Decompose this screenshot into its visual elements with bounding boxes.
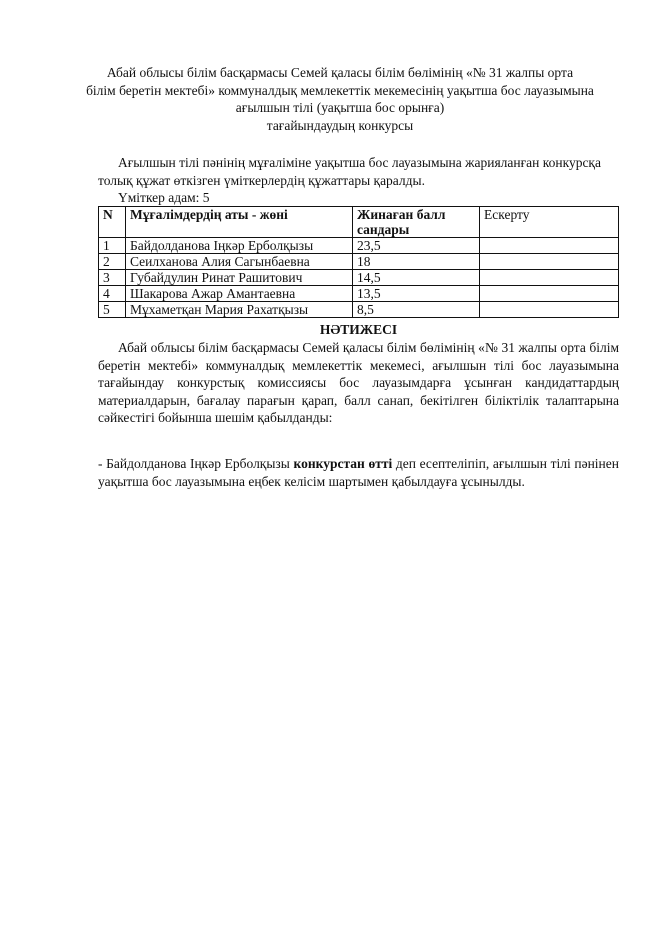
decision-prefix: - Байдолданова Іңкәр Ерболқызы — [98, 456, 294, 471]
row-name: Губайдулин Ринат Рашитович — [126, 270, 353, 286]
results-heading: НӘТИЖЕСІ — [319, 322, 398, 337]
row-note — [480, 270, 619, 286]
title-line-4: тағайындаудың конкурсы — [266, 117, 414, 133]
row-name: Шакарова Ажар Амантаевна — [126, 286, 353, 302]
table-row — [99, 302, 619, 318]
candidate-count: Үміткер адам: 5 — [118, 190, 210, 205]
column-header-name: Мұғалімдердің аты - жөні — [126, 207, 353, 238]
decision-paragraph — [98, 455, 619, 490]
decision-suffix: деп есептеліпіп, ағылшын тілі пәнінен уақытша бос лауазымына еңбек келісім шартымен қабылдауға ұсынылды. — [98, 456, 619, 489]
row-number: 5 — [99, 302, 126, 318]
results-paragraph: Абай облысы білім басқармасы Семей қаласы білім бөлімінің «№ 31 жалпы орта білім беретін мектебі» коммуналдық мемлекеттік мекемесі, ағылшын тілі бос лауазымына тағайындау конкурстық комиссиясы бос лауазымдарға ұсынған кандидаттардың материалдарын, бағалау парағын қарап, балл санап, бекітілген біліктілік талаптарына сәйкестігі бойынша шешім қабылданды: — [98, 340, 619, 425]
row-note — [480, 254, 619, 270]
row-number: 1 — [99, 238, 126, 254]
row-note — [480, 286, 619, 302]
intro-line-2: толық құжат өткізген үміткерлердің құжаттары қаралды. — [98, 172, 425, 188]
row-name: Сеилханова Алия Сагынбаевна — [126, 254, 353, 270]
row-name: Мұхаметқан Мария Рахатқызы — [126, 302, 353, 318]
table-row — [99, 286, 619, 302]
document-title — [80, 64, 600, 134]
row-number: 4 — [99, 286, 126, 302]
table-row — [99, 254, 619, 270]
row-number: 2 — [99, 254, 126, 270]
table-header-row — [99, 207, 619, 238]
candidates-table — [98, 206, 619, 318]
row-note — [480, 238, 619, 254]
table-row — [99, 238, 619, 254]
table-row — [99, 270, 619, 286]
decision-bold: конкурстан өтті — [293, 456, 393, 471]
intro-paragraph — [98, 154, 618, 189]
row-number: 3 — [99, 270, 126, 286]
row-score: 18 — [353, 254, 480, 270]
column-header-note: Ескерту — [480, 207, 619, 238]
row-score: 13,5 — [353, 286, 480, 302]
row-score: 8,5 — [353, 302, 480, 318]
column-header-number: N — [99, 207, 126, 238]
title-line-3: ағылшын тілі (уақытша бос орынға) — [235, 100, 445, 115]
row-score: 23,5 — [353, 238, 480, 254]
row-note — [480, 302, 619, 318]
intro-line-1: Ағылшын тілі пәнінің мұғаліміне уақытша бос лауазымына жарияланған конкурсқа — [118, 155, 601, 170]
row-score: 14,5 — [353, 270, 480, 286]
title-line-2: білім беретін мектебі» коммуналдық мемлекеттік мекемесінің уақытша бос лауазымына — [86, 82, 594, 98]
row-name: Байдолданова Іңкәр Ерболқызы — [126, 238, 353, 254]
column-header-score: Жинаған балл сандары — [353, 207, 480, 238]
title-line-1: Абай облысы білім басқармасы Семей қаласы білім бөлімінің «№ 31 жалпы орта — [106, 65, 574, 80]
